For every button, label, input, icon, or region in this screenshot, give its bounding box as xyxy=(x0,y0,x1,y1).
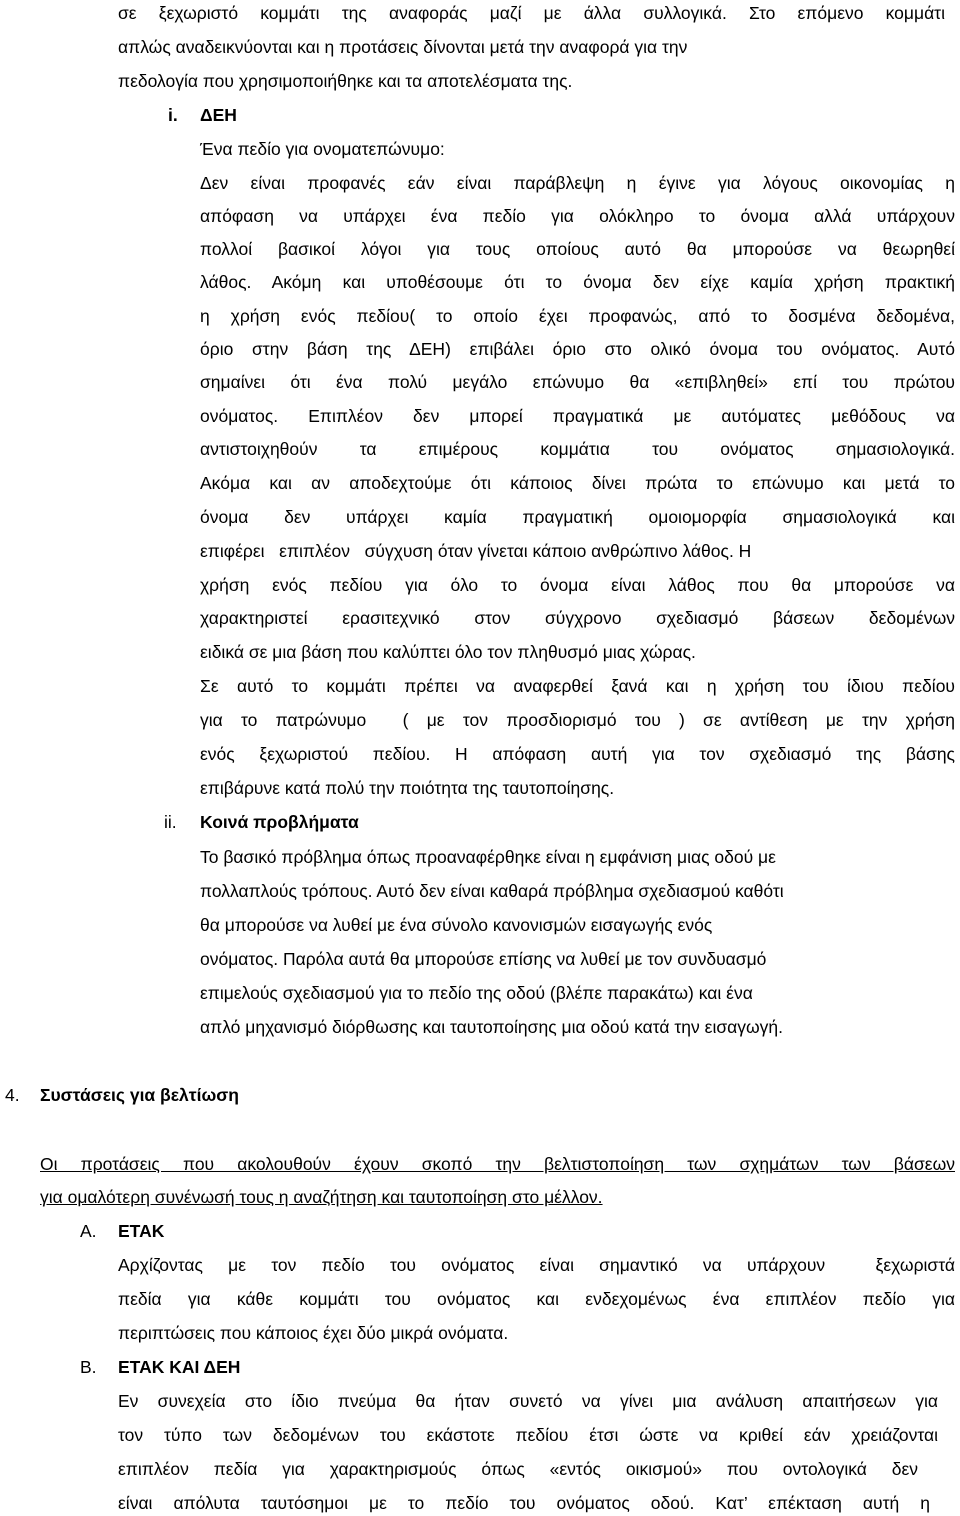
text-line: είναι απόλυτα ταυτόσημοι με το πεδίο του ονόματος οδού. Κατ’ επέκταση αυτή η xyxy=(118,1493,930,1513)
text-line: Αρχίζοντας με τον πεδίο του ονόματος είναι σημαντικό να υπάρχουν ξεχωριστά xyxy=(118,1255,955,1275)
text-line: Οι προτάσεις που ακολουθούν έχουν σκοπό την βελτιστοποίηση των σχημάτων των βάσεων xyxy=(40,1154,955,1174)
section-heading: Κοινά προβλήματα xyxy=(200,812,359,832)
section-number: i. xyxy=(168,105,178,125)
text-line: η χρήση ενός πεδίου( το οποίο έχει προφανώς, από το δοσμένα δεδομένα, xyxy=(200,306,955,326)
text-line: απόφαση να υπάρχει ένα πεδίο για ολόκληρο το όνομα αλλά υπάρχουν xyxy=(200,206,955,226)
text-line: πολλοί βασικοί λόγοι για τους οποίους αυτό θα μπορούσε να θεωρηθεί xyxy=(200,239,955,259)
text-line: τον τύπο των δεδομένων του εκάστοτε πεδίου έτσι ώστε να κριθεί εάν χρειάζονται xyxy=(118,1425,938,1445)
text-line: επιπλέον πεδία για χαρακτηρισμούς όπως «εντός οικισμού» που οντολογικά δεν xyxy=(118,1459,918,1479)
text-line: χαρακτηριστεί ερασιτεχνικό στον σύγχρονο σχεδιασμό βάσεων δεδομένων xyxy=(200,608,955,628)
section-subtitle: Ένα πεδίο για ονοματεπώνυμο: xyxy=(200,139,445,159)
text-line: αντιστοιχηθούν τα επιμέρους κομμάτια του ονόματος σημασιολογικά. xyxy=(200,439,955,459)
text-line: απλώς αναδεικνύονται και η προτάσεις δίνονται μετά την αναφορά για την xyxy=(118,37,688,57)
text-line: Σε αυτό το κομμάτι πρέπει να αναφερθεί ξανά και η χρήση του ίδιου πεδίου xyxy=(200,676,955,696)
text-line: ονόματος. Παρόλα αυτά θα μπορούσε επίσης να λυθεί με τον συνδυασμό xyxy=(200,949,767,969)
text-line: για ομαλότερη συνένωσή τους η αναζήτηση και ταυτοποίηση στο μέλλον. xyxy=(40,1187,603,1207)
text-line: πολλαπλούς τρόπους. Αυτό δεν είναι καθαρά πρόβλημα σχεδιασμού καθότι xyxy=(200,881,784,901)
section-number: ii. xyxy=(164,812,177,832)
section-number: 4. xyxy=(5,1085,20,1105)
text-line: Εν συνεχεία στο ίδιο πνεύμα θα ήταν συνετό να γίνει μια ανάλυση απαιτήσεων για xyxy=(118,1391,938,1411)
text-line: θα μπορούσε να λυθεί με ένα σύνολο κανονισμών εισαγωγής ενός xyxy=(200,915,713,935)
section-heading: ΔΕΗ xyxy=(200,105,237,125)
text-line: σημαίνει ότι ένα πολύ μεγάλο επώνυμο θα «επιβληθεί» επί του πρώτου xyxy=(200,372,955,392)
text-line: ονόματος. Επιπλέον δεν μπορεί πραγματικά με αυτόματες μεθόδους να xyxy=(200,406,955,426)
text-line: ειδικά σε μια βάση που καλύπτει όλο τον πληθυσμό μιας χώρας. xyxy=(200,642,696,662)
text-line: επιβάρυνε κατά πολύ την ποιότητα της ταυτοποίησης. xyxy=(200,778,615,798)
text-line: χρήση ενός πεδίου για όλο το όνομα είναι λάθος που θα μπορούσε να xyxy=(200,575,955,595)
text-line: σε ξεχωριστό κομμάτι της αναφοράς μαζί με άλλα συλλογικά. Στο επόμενο κομμάτι xyxy=(118,3,945,23)
section-number: B. xyxy=(80,1357,97,1377)
text-line: Δεν είναι προφανές εάν είναι παράβλεψη η έγινε για λόγους οικονομίας η xyxy=(200,173,955,193)
text-line: όριο στην βάση της ΔΕΗ) επιβάλει όριο στο ολικό όνομα του ονόματος. Αυτό xyxy=(200,339,955,359)
text-line: λάθος. Ακόμη και υποθέσουμε ότι το όνομα δεν είχε καμία χρήση πρακτική xyxy=(200,272,955,292)
text-line: Ακόμα και αν αποδεχτούμε ότι κάποιος δίνει πρώτα το επώνυμο και μετά το xyxy=(200,473,955,493)
section-number: A. xyxy=(80,1221,97,1241)
text-line: όνομα δεν υπάρχει καμία πραγματική ομοιομορφία σημασιολογικά και xyxy=(200,507,955,527)
text-line: απλό μηχανισμό διόρθωσης και ταυτοποίησης μια οδού κατά την εισαγωγή. xyxy=(200,1017,784,1037)
section-heading: ΕΤΑΚ xyxy=(118,1221,165,1241)
text-line: για το πατρώνυμο ( με τον προσδιορισμό του ) σε αντίθεση με την χρήση xyxy=(200,710,955,730)
section-heading: Συστάσεις για βελτίωση xyxy=(40,1085,239,1105)
text-line: πεδολογία που χρησιμοποιήθηκε και τα αποτελέσματα της. xyxy=(118,71,573,91)
section-heading: ΕΤΑΚ ΚΑΙ ΔΕΗ xyxy=(118,1357,241,1377)
text-line: πεδία για κάθε κομμάτι του ονόματος και ενδεχομένως ένα επιπλέον πεδίο για xyxy=(118,1289,955,1309)
text-line: ενός ξεχωριστού πεδίου. Η απόφαση αυτή για τον σχεδιασμό της βάσης xyxy=(200,744,955,764)
text-line: περιπτώσεις που κάποιος έχει δύο μικρά ονόματα. xyxy=(118,1323,509,1343)
text-line: επιφέρει επιπλέον σύγχυση όταν γίνεται κάποιο ανθρώπινο λάθος. Η xyxy=(200,541,752,561)
text-line: Το βασικό πρόβλημα όπως προαναφέρθηκε είναι η εμφάνιση μιας οδού με xyxy=(200,847,776,867)
text-line: επιμελούς σχεδιασμού για το πεδίο της οδού (βλέπε παρακάτω) και ένα xyxy=(200,983,753,1003)
